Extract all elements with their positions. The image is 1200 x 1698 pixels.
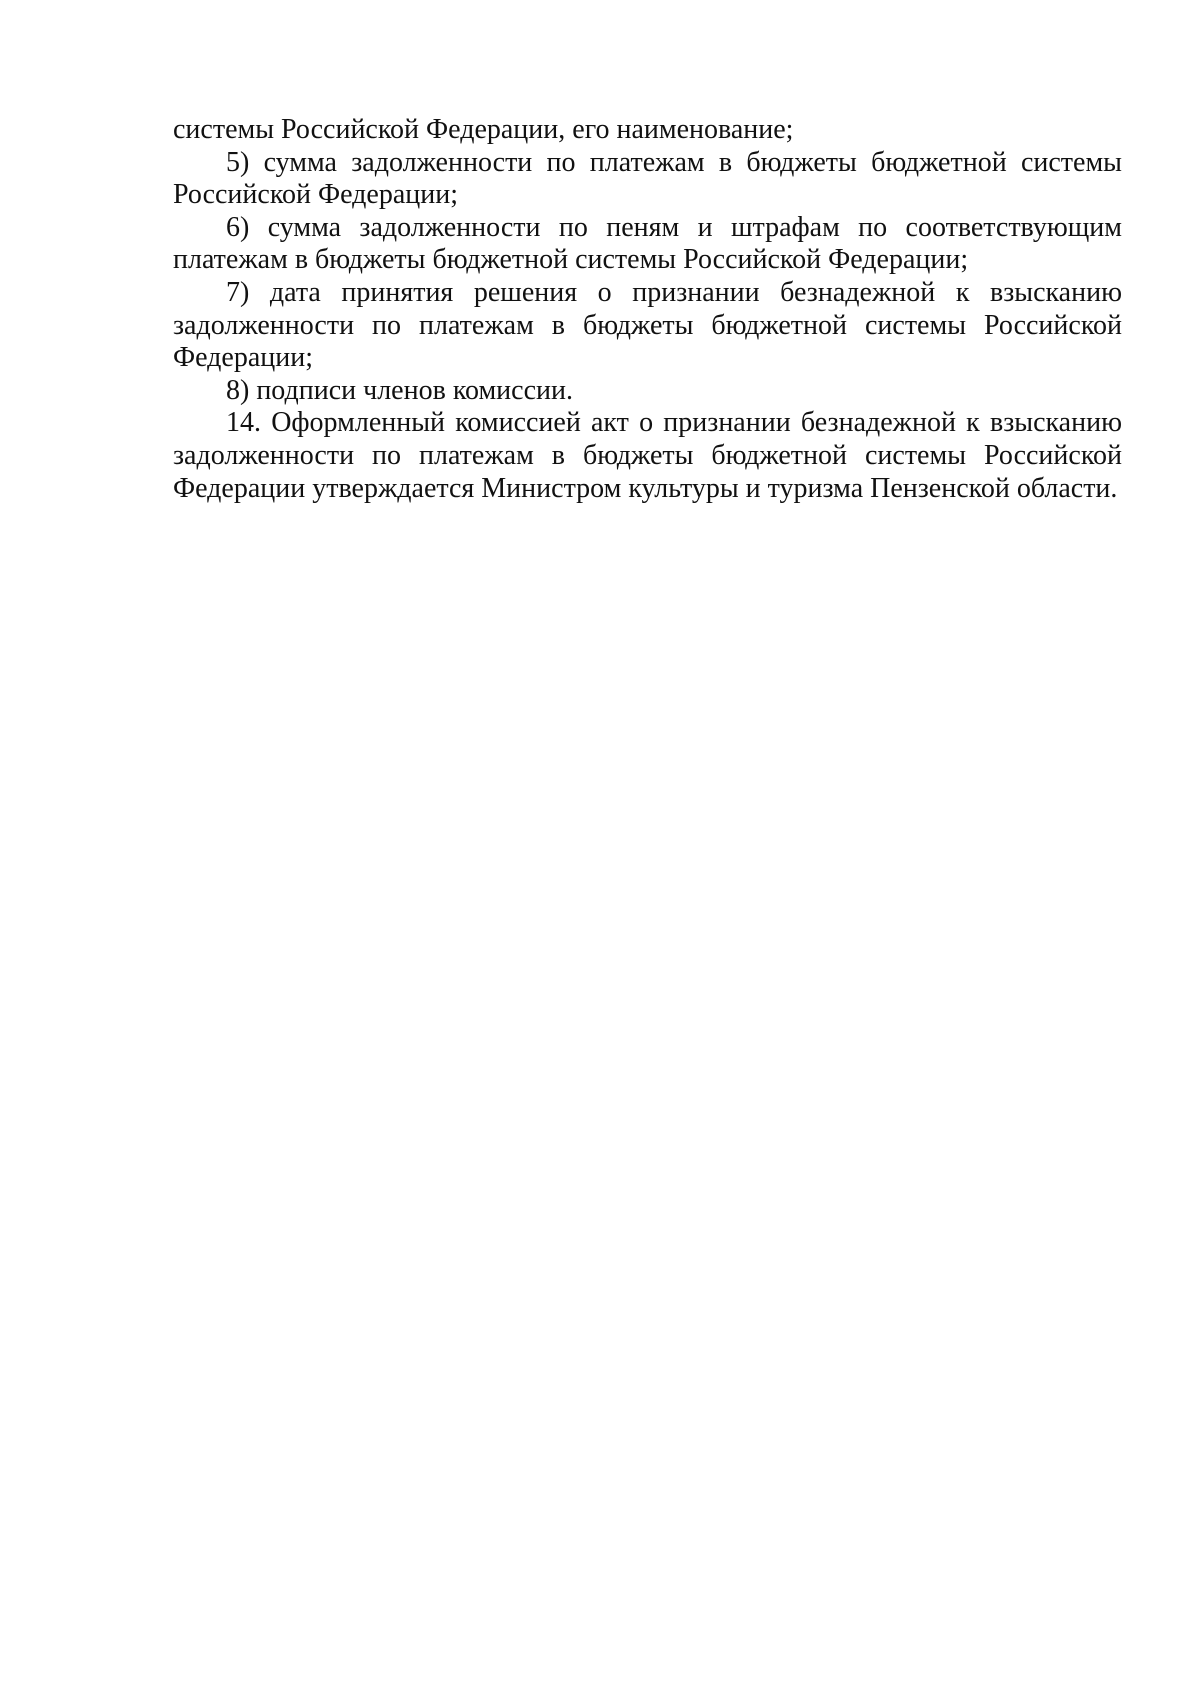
paragraph-item-6: 6) сумма задолженности по пеням и штрафам по соответствующим платежам в бюджеты бюджетной системы Российской Федерации; (173, 211, 1122, 276)
paragraph-item-8: 8) подписи членов комиссии. (226, 374, 573, 406)
document-body (173, 114, 1122, 505)
paragraph-item-7: 7) дата принятия решения о признании безнадежной к взысканию задолженности по платежам в бюджеты бюджетной системы Российской Федерации; (173, 276, 1122, 374)
paragraph-item-5: 5) сумма задолженности по платежам в бюджеты бюджетной системы Российской Федерации; (173, 146, 1122, 211)
paragraph-clause-14: 14. Оформленный комиссией акт о признании безнадежной к взысканию задолженности по платежам в бюджеты бюджетной системы Российской Федерации утверждается Министром культуры и туризма Пензенской области. (173, 407, 1122, 504)
paragraph-continuation: системы Российской Федерации, его наименование; (173, 114, 794, 145)
